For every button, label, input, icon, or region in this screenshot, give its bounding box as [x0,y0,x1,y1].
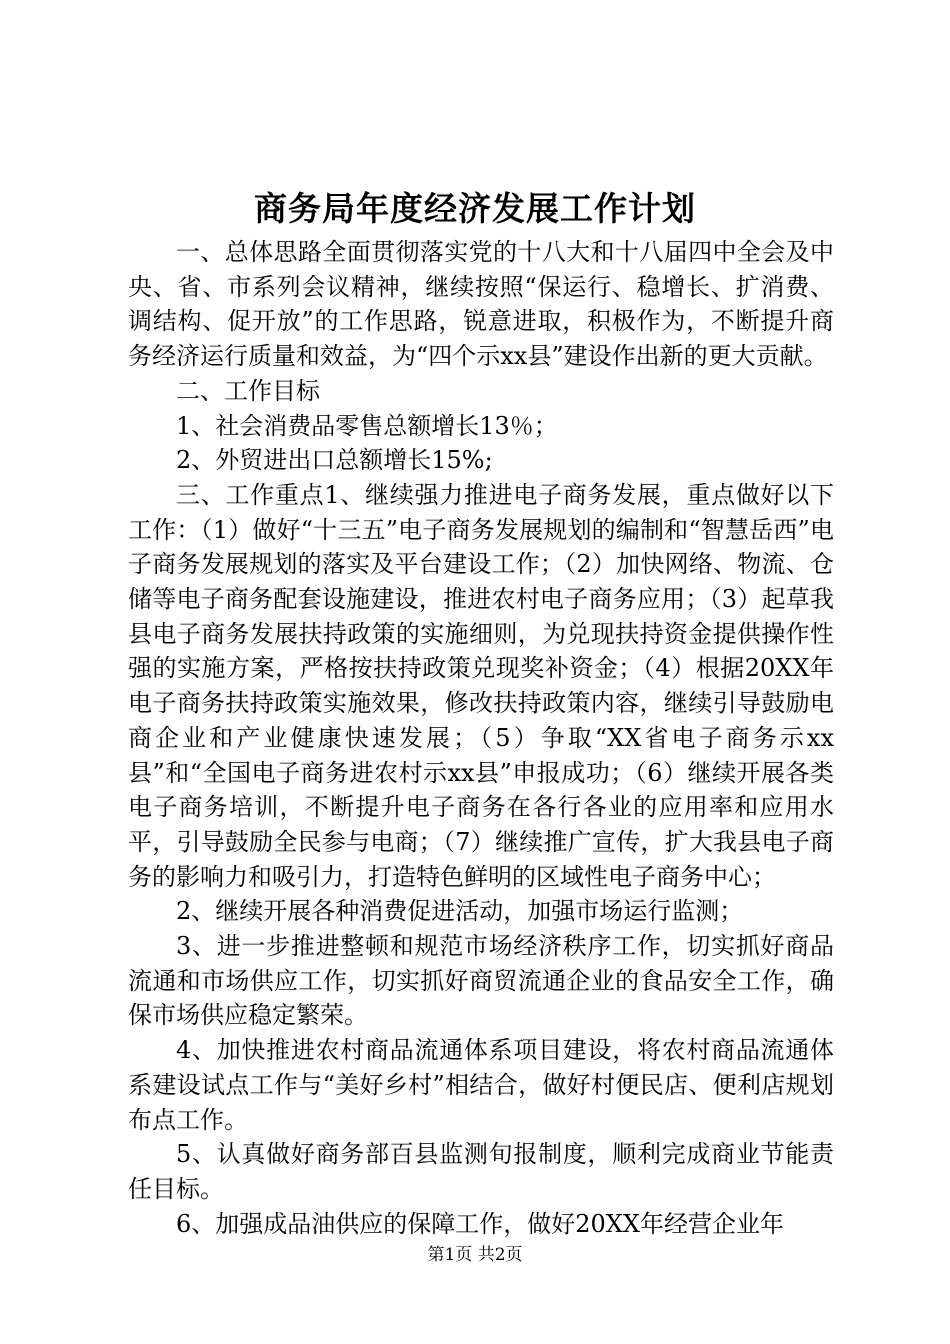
paragraph-rural-circulation: 4、加快推进农村商品流通体系项目建设，将农村商品流通体系建设试点工作与“美好乡村”相结合，做好村便民店、便利店规划布点工作。 [128,1036,834,1134]
paragraph-overall-approach: 一、总体思路全面贯彻落实党的十八大和十八届四中全会及中央、省、市系列会议精神，继续按照“保运行、稳增长、扩消费、调结构、促开放”的工作思路，锐意进取，积极作为，不断提升商务经济运行质量和效益，为“四个示xx县”建设作出新的更大贡献。 [128,238,834,371]
paragraph-key-work-ecommerce: 三、工作重点1、继续强力推进电子商务发展，重点做好以下工作：（1）做好“十三五”电子商务发展规划的编制和“智慧岳西”电子商务发展规划的落实及平台建设工作；（2）加快网络、物流、仓储等电子商务配套设施建设，推进农村电子商务应用；（3）起草我县电子商务发展扶持政策的实施细则，为兑现扶持资金提供操作性强的实施方案，严格按扶持政策兑现奖补资金；（4）根据20XX年电子商务扶持政策实施效果，修改扶持政策内容，继续引导鼓励电商企业和产业健康快速发展；（5）争取“XX省电子商务示xx县”和“全国电子商务进农村示xx县”申报成功；（6）继续开展各类电子商务培训，不断提升电子商务在各行各业的应用率和应用水平，引导鼓励全民参与电商；（7）继续推广宣传，扩大我县电子商务的影响力和吸引力，打造特色鲜明的区域性电子商务中心； [128,480,834,891]
paragraph-oil-supply: 6、加强成品油供应的保障工作，做好20XX年经营企业年 [176,1209,784,1238]
paragraph-goal-retail: 1、社会消费品零售总额增长13％； [176,411,558,440]
document-title: 商务局年度经济发展工作计划 [254,189,696,228]
paragraph-work-goals-heading: 二、工作目标 [176,376,320,405]
document-body [128,235,834,1241]
paragraph-goal-trade: 2、外贸进出口总额增长15%; [176,446,493,475]
paragraph-county-monitoring: 5、认真做好商务部百县监测旬报制度，顺利完成商业节能责任目标。 [128,1140,834,1203]
page-footer: 第1页 共2页 [427,1245,523,1265]
paragraph-consumption-promotion: 2、继续开展各种消费促进活动，加强市场运行监测； [176,897,744,926]
paragraph-market-order: 3、进一步推进整顿和规范市场经济秩序工作，切实抓好商品流通和市场供应工作，切实抓好商贸流通企业的食品安全工作，确保市场供应稳定繁荣。 [128,932,834,1030]
